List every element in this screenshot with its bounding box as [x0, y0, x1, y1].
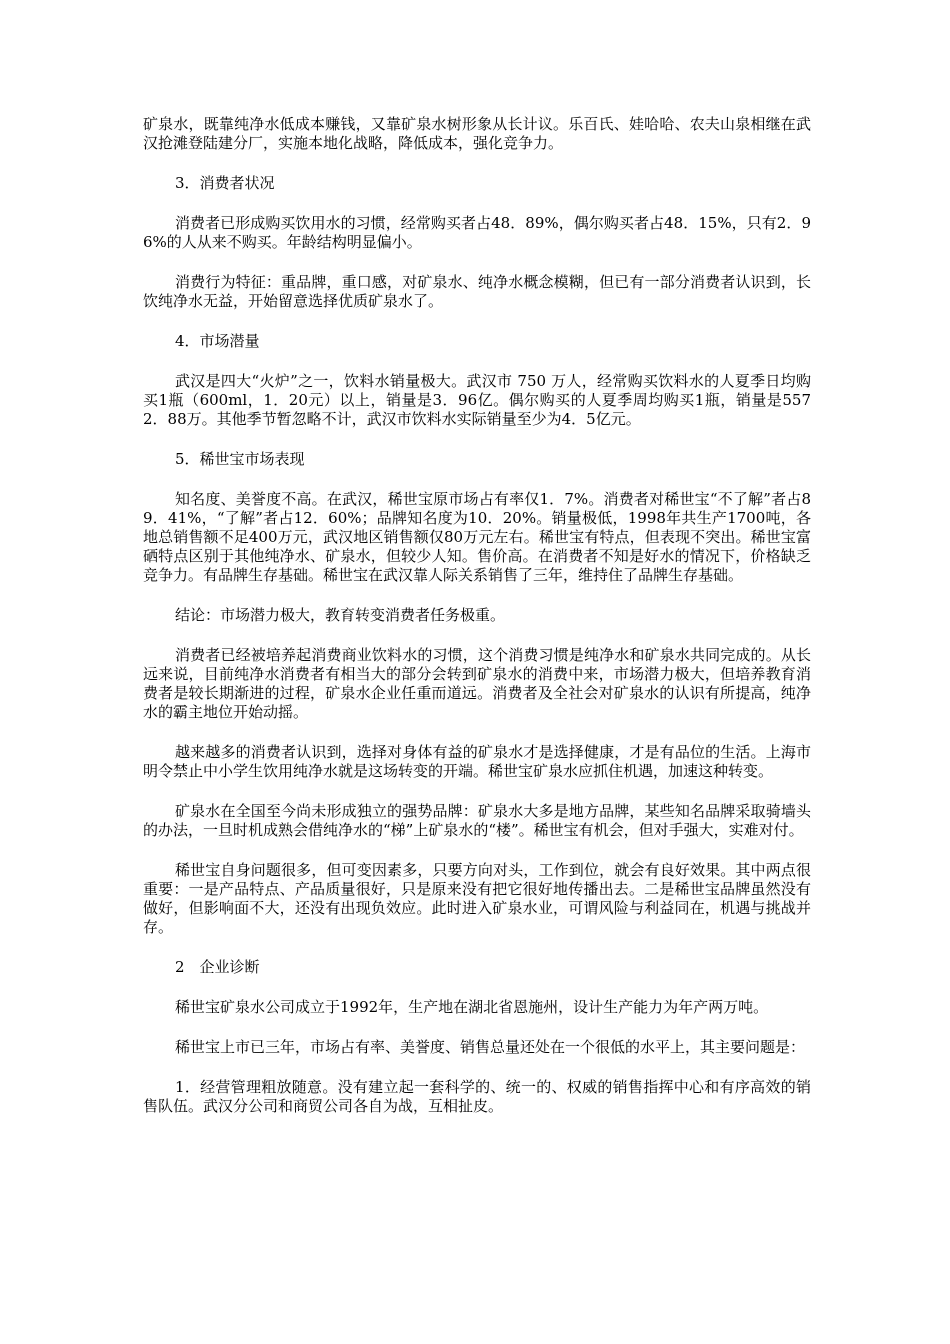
paragraph: 消费行为特征：重品牌，重口感，对矿泉水、纯净水概念模糊，但已有一部分消费者认识到，长饮纯净水无益，开始留意选择优质矿泉水了。	[143, 273, 811, 310]
paragraph: 消费者已形成购买饮用水的习惯，经常购买者占48．89%，偶尔购买者占48．15%，只有2．96%的人从来不购买。年龄结构明显偏小。	[143, 214, 811, 251]
section-heading: 5．稀世宝市场表现	[175, 450, 305, 468]
paragraph: 消费者已经被培养起消费商业饮料水的习惯，这个消费习惯是纯净水和矿泉水共同完成的。从长远来说，目前纯净水消费者有相当大的部分会转到矿泉水的消费中来，市场潜力极大，但培养教育消费者是较长期渐进的过程，矿泉水企业任重而道远。消费者及全社会对矿泉水的认识有所提高，纯净水的霸主地位开始动摇。	[143, 646, 811, 721]
section-heading: 4．市场潜量	[175, 332, 260, 350]
paragraph: 稀世宝自身问题很多，但可变因素多，只要方向对头，工作到位，就会有良好效果。其中两点很重要：一是产品特点、产品质量很好，只是原来没有把它很好地传播出去。二是稀世宝品牌虽然没有做好，但影响面不大，还没有出现负效应。此时进入矿泉水业，可谓风险与利益同在，机遇与挑战并存。	[143, 861, 811, 936]
paragraph: 1．经营管理粗放随意。没有建立起一套科学的、统一的、权威的销售指挥中心和有序高效的销售队伍。武汉分公司和商贸公司各自为战，互相扯皮。	[143, 1078, 811, 1115]
paragraph: 越来越多的消费者认识到，选择对身体有益的矿泉水才是选择健康，才是有品位的生活。上海市明令禁止中小学生饮用纯净水就是这场转变的开端。稀世宝矿泉水应抓住机遇，加速这种转变。	[143, 743, 811, 780]
section-heading: 2 企业诊断	[175, 958, 260, 976]
paragraph: 稀世宝矿泉水公司成立于1992年，生产地在湖北省恩施州，设计生产能力为年产两万吨。	[175, 998, 769, 1016]
conclusion-paragraph: 结论：市场潜力极大，教育转变消费者任务极重。	[175, 606, 506, 624]
paragraph: 稀世宝上市已三年，市场占有率、美誉度、销售总量还处在一个很低的水平上，其主要问题是：	[175, 1038, 806, 1056]
paragraph: 矿泉水，既靠纯净水低成本赚钱，又靠矿泉水树形象从长计议。乐百氏、娃哈哈、农夫山泉相继在武汉抢滩登陆建分厂，实施本地化战略，降低成本，强化竞争力。	[143, 115, 811, 152]
section-heading: 3．消费者状况	[175, 174, 275, 192]
paragraph: 武汉是四大“火炉”之一，饮料水销量极大。武汉市 750 万人，经常购买饮料水的人夏季日均购买1瓶（600ml，1．20元）以上，销量是3．96亿。偶尔购买的人夏季周均购买1瓶，销量是5572．88万。其他季节暂忽略不计，武汉市饮料水实际销量至少为4．5亿元。	[143, 372, 811, 428]
paragraph: 矿泉水在全国至今尚未形成独立的强势品牌：矿泉水大多是地方品牌，某些知名品牌采取骑墙头的办法，一旦时机成熟会借纯净水的“梯”上矿泉水的“楼”。稀世宝有机会，但对手强大，实难对付。	[143, 802, 811, 839]
document-page	[143, 115, 811, 1137]
paragraph: 知名度、美誉度不高。在武汉，稀世宝原市场占有率仅1．7%。消费者对稀世宝“不了解”者占89．41%，“了解”者占12．60%；品牌知名度为10．20%。销量极低，1998年共生产1700吨，各地总销售额不足400万元，武汉地区销售额仅80万元左右。稀世宝有特点，但表现不突出。稀世宝富硒特点区别于其他纯净水、矿泉水，但较少人知。售价高。在消费者不知是好水的情况下，价格缺乏竞争力。有品牌生存基础。稀世宝在武汉靠人际关系销售了三年，维持住了品牌生存基础。	[143, 490, 811, 584]
